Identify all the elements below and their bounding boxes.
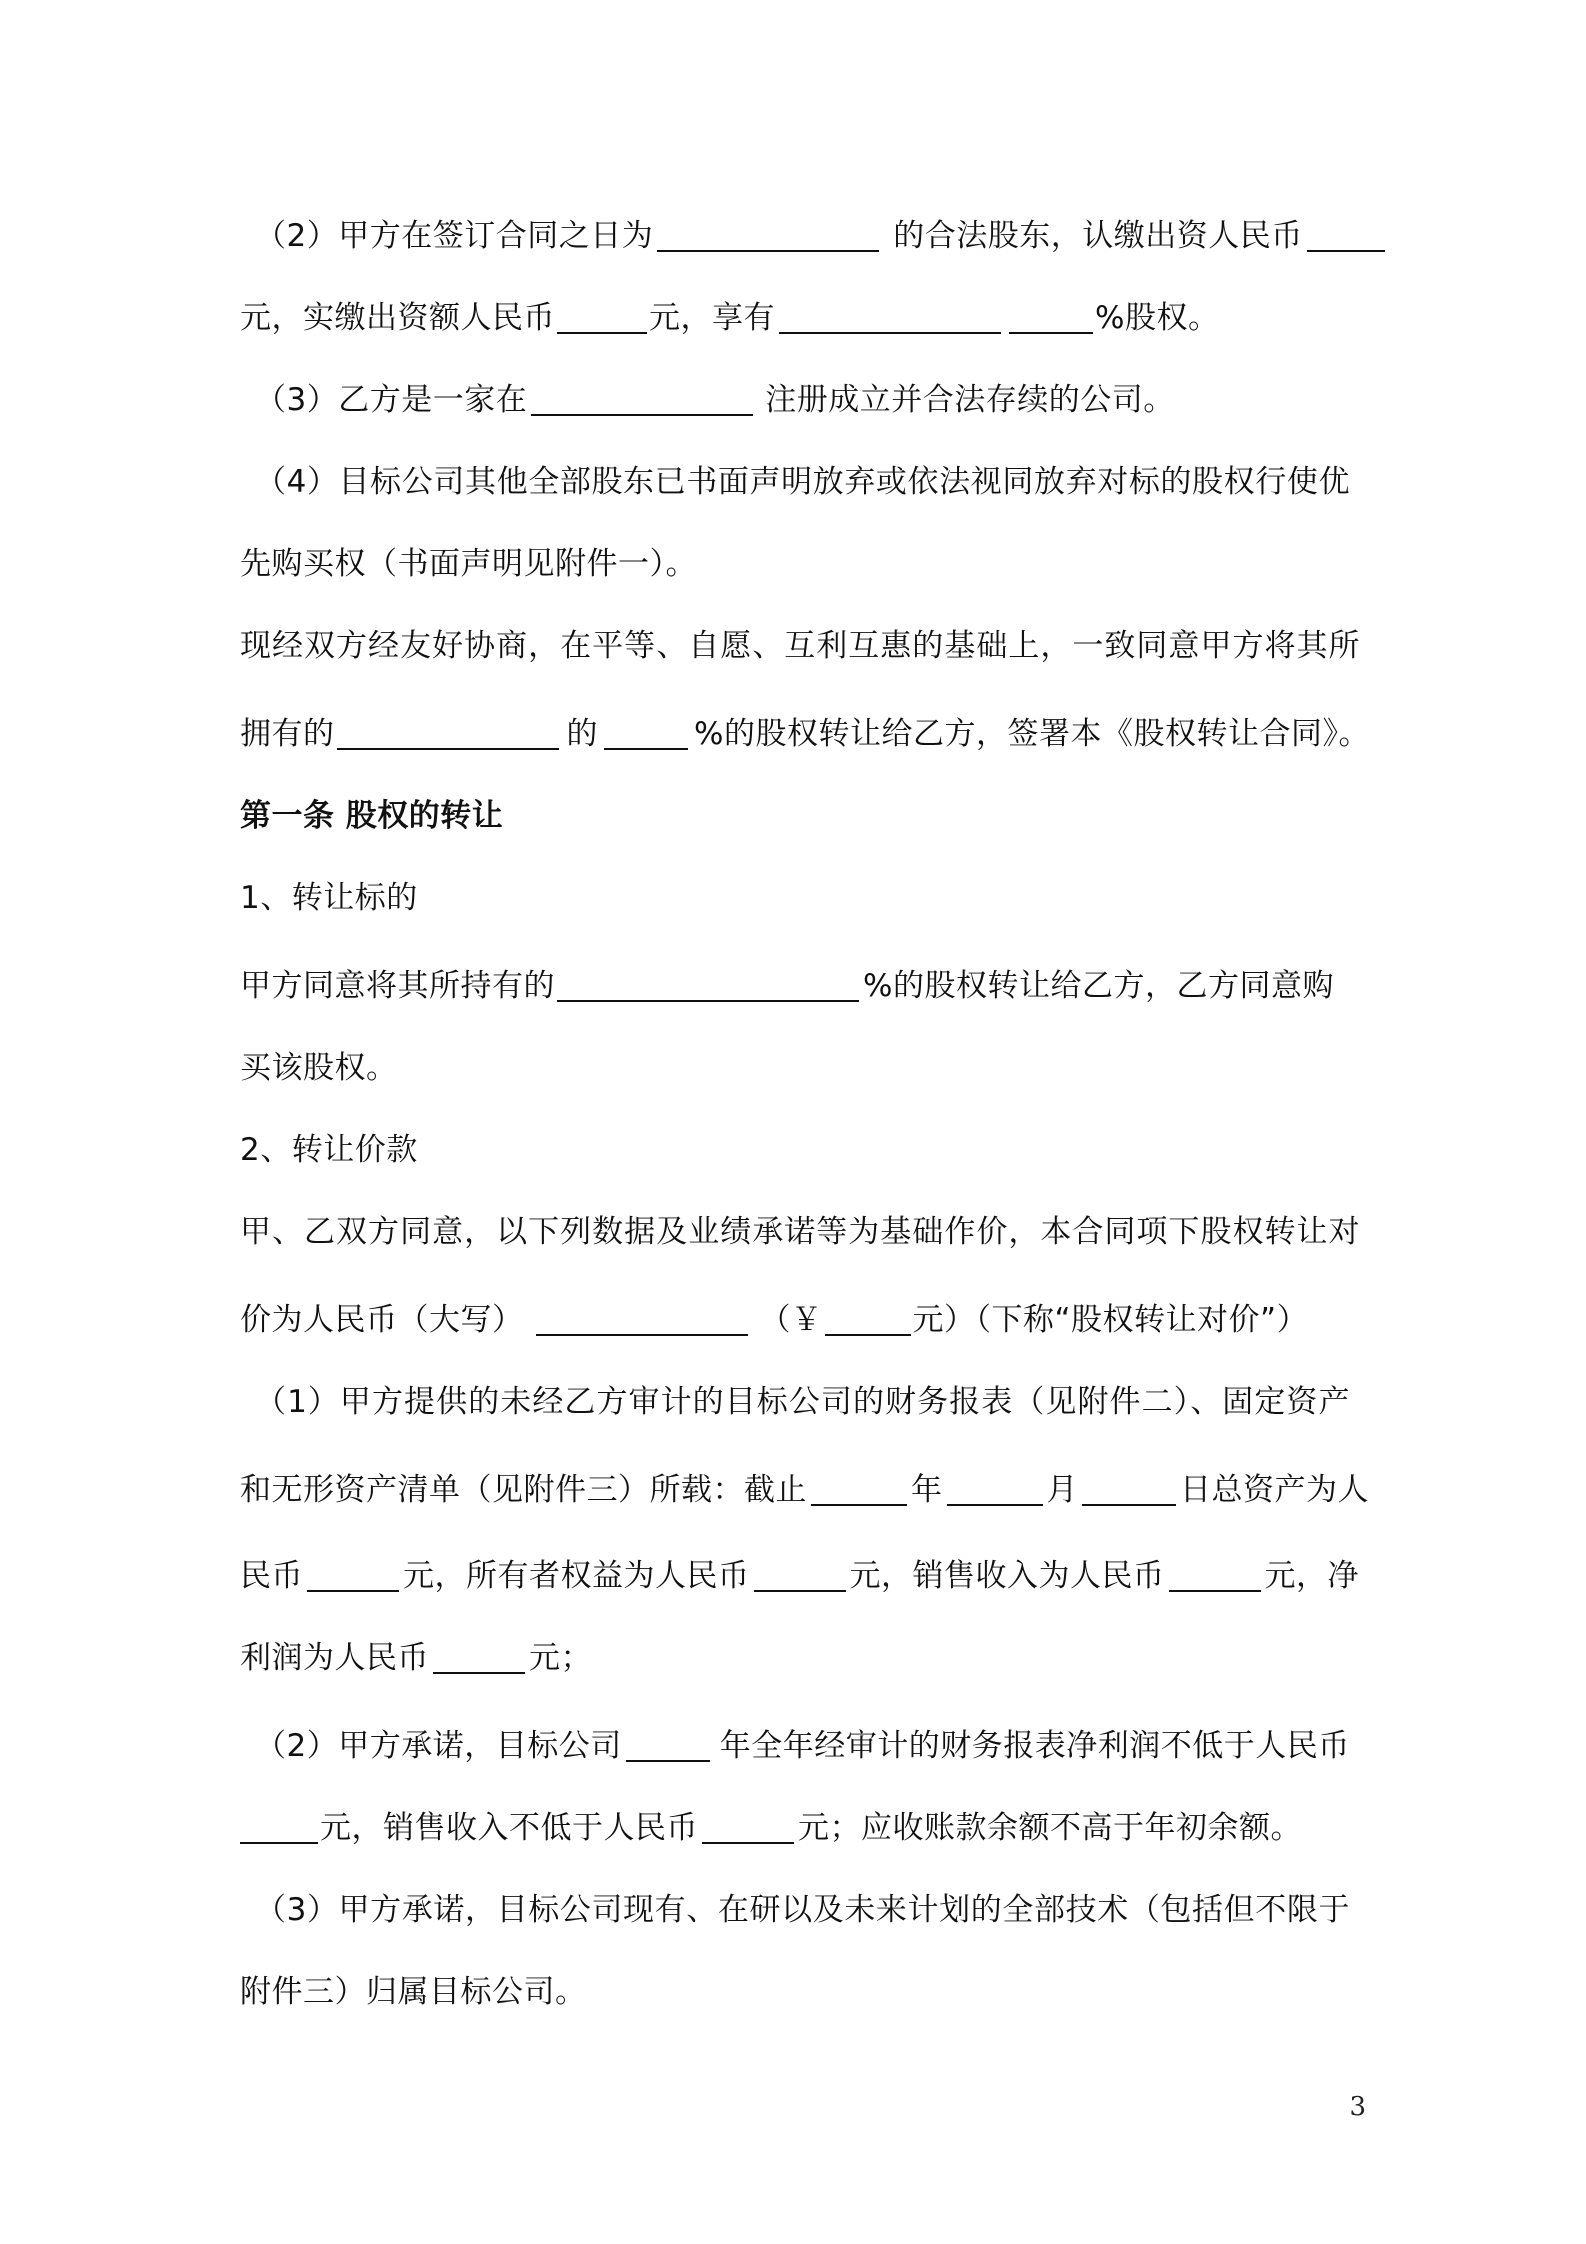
text-line [240, 1972, 1360, 2012]
line-text: 利润为人民币 [240, 1640, 429, 1676]
line-text: 元）（下称“股权转让对价”） [912, 1302, 1309, 1338]
text-line [255, 1382, 1350, 1422]
line-text: 价为人民币（大写） [240, 1302, 524, 1338]
line-text: 现经双方经友好协商，在平等、自愿、互利互惠的基础上，一致同意甲方将其所 [240, 628, 1360, 664]
line-text: 元； [529, 1640, 592, 1676]
line-text: 附件三）归属目标公司。 [240, 1974, 587, 2010]
line-text: （2）甲方承诺，目标公司 [255, 1728, 622, 1764]
line-text: 注册成立并合法存续的公司。 [765, 382, 1175, 418]
line-text: 和无形资产清单（见附件三）所载：截止 [240, 1472, 807, 1508]
fill-blank [240, 1810, 318, 1844]
line-text: 2、转让价款 [240, 1132, 418, 1168]
fill-blank [433, 1640, 525, 1674]
line-text: 元，净 [1264, 1558, 1359, 1594]
page-number: 3 [1349, 2092, 1366, 2122]
text-line [240, 544, 1360, 584]
fill-blank [307, 1558, 399, 1592]
fill-blank [557, 968, 859, 1002]
fill-blank [626, 1728, 710, 1762]
line-text: （￥ [759, 1302, 823, 1338]
section-heading [240, 796, 1360, 836]
line-text: 元，实缴出资额人民币 [240, 300, 555, 336]
line-text: 元；应收账款余额不高于年初余额。 [798, 1810, 1302, 1846]
fill-blank [779, 300, 1001, 334]
line-text: 的 [566, 716, 598, 752]
text-line [255, 216, 1375, 256]
fill-blank [657, 218, 879, 252]
fill-blank [811, 1472, 907, 1506]
text-line [255, 1890, 1350, 1930]
text-line [240, 626, 1360, 666]
text-line [240, 1556, 1360, 1596]
line-text: 年全年经审计的财务报表净利润不低于人民币 [719, 1728, 1350, 1764]
line-text: 先购买权（书面声明见附件一）。 [240, 546, 697, 582]
line-text: 年 [911, 1472, 943, 1508]
line-text: （2）甲方在签订合同之日为 [255, 218, 654, 254]
text-line [240, 878, 1360, 918]
heading-text: 第一条 股权的转让 [240, 798, 504, 834]
text-line [240, 714, 1370, 754]
line-text: 甲方同意将其所持有的 [240, 968, 555, 1004]
line-text: 1、转让标的 [240, 880, 418, 916]
fill-blank [1082, 1472, 1176, 1506]
line-text: （4）目标公司其他全部股东已书面声明放弃或依法视同放弃对标的股权行使优 [255, 464, 1350, 500]
line-text: 元，享有 [649, 300, 775, 336]
text-line [240, 1638, 1360, 1678]
fill-blank [604, 716, 688, 750]
line-text: （1）甲方提供的未经乙方审计的目标公司的财务报表（见附件二）、固定资产 [255, 1384, 1350, 1420]
fill-blank [947, 1472, 1043, 1506]
line-text: 民币 [240, 1558, 303, 1594]
text-line [240, 298, 1360, 338]
fill-blank [337, 716, 559, 750]
fill-blank [754, 1558, 846, 1592]
text-line [255, 1726, 1375, 1766]
line-text: 元，所有者权益为人民币 [403, 1558, 750, 1594]
fill-blank [1169, 1558, 1261, 1592]
line-text: 甲、乙双方同意，以下列数据及业绩承诺等为基础作价，本合同项下股权转让对 [240, 1214, 1360, 1250]
fill-blank [531, 382, 753, 416]
text-line [240, 1808, 1360, 1848]
line-text: %的股权转让给乙方，乙方同意购 [863, 968, 1334, 1004]
text-line [240, 1212, 1360, 1252]
fill-blank [1307, 218, 1385, 252]
text-line [240, 1048, 1360, 1088]
text-line [255, 380, 1375, 420]
text-line [240, 1130, 1360, 1170]
text-line [255, 462, 1350, 502]
text-line [240, 1300, 1360, 1340]
fill-blank [557, 300, 647, 334]
line-text: 拥有的 [240, 716, 335, 752]
fill-blank [702, 1810, 794, 1844]
line-text: 元，销售收入为人民币 [849, 1558, 1165, 1594]
line-text: %的股权转让给乙方，签署本《股权转让合同》。 [694, 716, 1370, 752]
line-text: （3）甲方承诺，目标公司现有、在研以及未来计划的全部技术（包括但不限于 [255, 1892, 1350, 1928]
line-text: 元，销售收入不低于人民币 [320, 1810, 698, 1846]
line-text: 买该股权。 [240, 1050, 398, 1086]
line-text: %股权。 [1095, 300, 1220, 336]
fill-blank [825, 1302, 911, 1336]
line-text: 的合法股东，认缴出资人民币 [893, 218, 1303, 254]
line-text: （3）乙方是一家在 [255, 382, 528, 418]
fill-blank [536, 1302, 748, 1336]
text-line [240, 966, 1360, 1006]
fill-blank [1009, 300, 1093, 334]
line-text: 日总资产为人 [1180, 1472, 1369, 1508]
line-text: 月 [1046, 1472, 1078, 1508]
text-line [240, 1470, 1369, 1510]
